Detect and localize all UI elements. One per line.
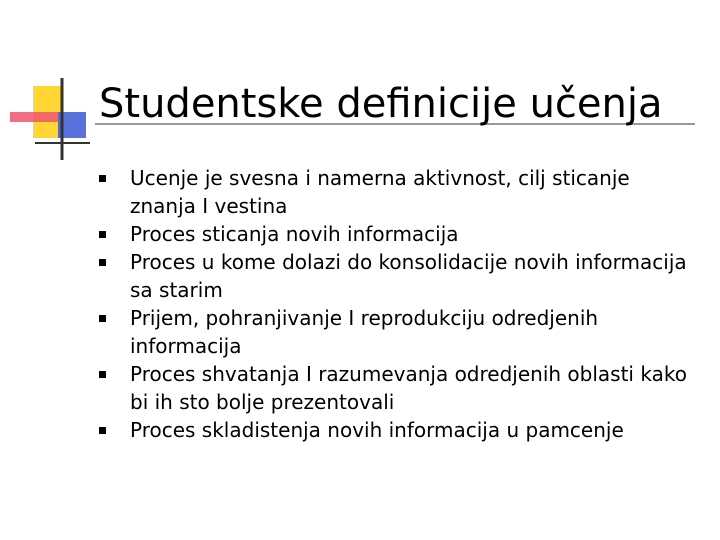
bullet-item bbox=[97, 304, 697, 360]
title-decoration-graphic bbox=[0, 0, 110, 170]
bullet-item bbox=[97, 248, 697, 304]
bullet-text: Proces skladistenja novih informacija u pamcenje bbox=[130, 418, 624, 442]
square-bullet-icon bbox=[99, 371, 106, 378]
bullet-text: Proces shvatanja I razumevanja odredjenih oblasti kako bi ih sto bolje prezentovali bbox=[130, 362, 687, 414]
bullet-list bbox=[97, 164, 697, 444]
square-bullet-icon bbox=[99, 231, 106, 238]
bullet-item bbox=[97, 416, 697, 444]
square-bullet-icon bbox=[99, 427, 106, 434]
decor-red-bar bbox=[10, 112, 58, 122]
bullet-item bbox=[97, 220, 697, 248]
bullet-item bbox=[97, 360, 697, 416]
square-bullet-icon bbox=[99, 259, 106, 266]
bullet-text: Proces u kome dolazi do konsolidacije novih informacija sa starim bbox=[130, 250, 687, 302]
slide-title: Studentske definicije učenja bbox=[99, 81, 663, 127]
bullet-text: Proces sticanja novih informacija bbox=[130, 222, 459, 246]
bullet-text: Ucenje je svesna i namerna aktivnost, cilj sticanje znanja I vestina bbox=[130, 166, 630, 218]
bullet-text: Prijem, pohranjivanje I reprodukciju odredjenih informacija bbox=[130, 306, 599, 358]
square-bullet-icon bbox=[99, 315, 106, 322]
bullet-item bbox=[97, 164, 697, 220]
square-bullet-icon bbox=[99, 175, 106, 182]
